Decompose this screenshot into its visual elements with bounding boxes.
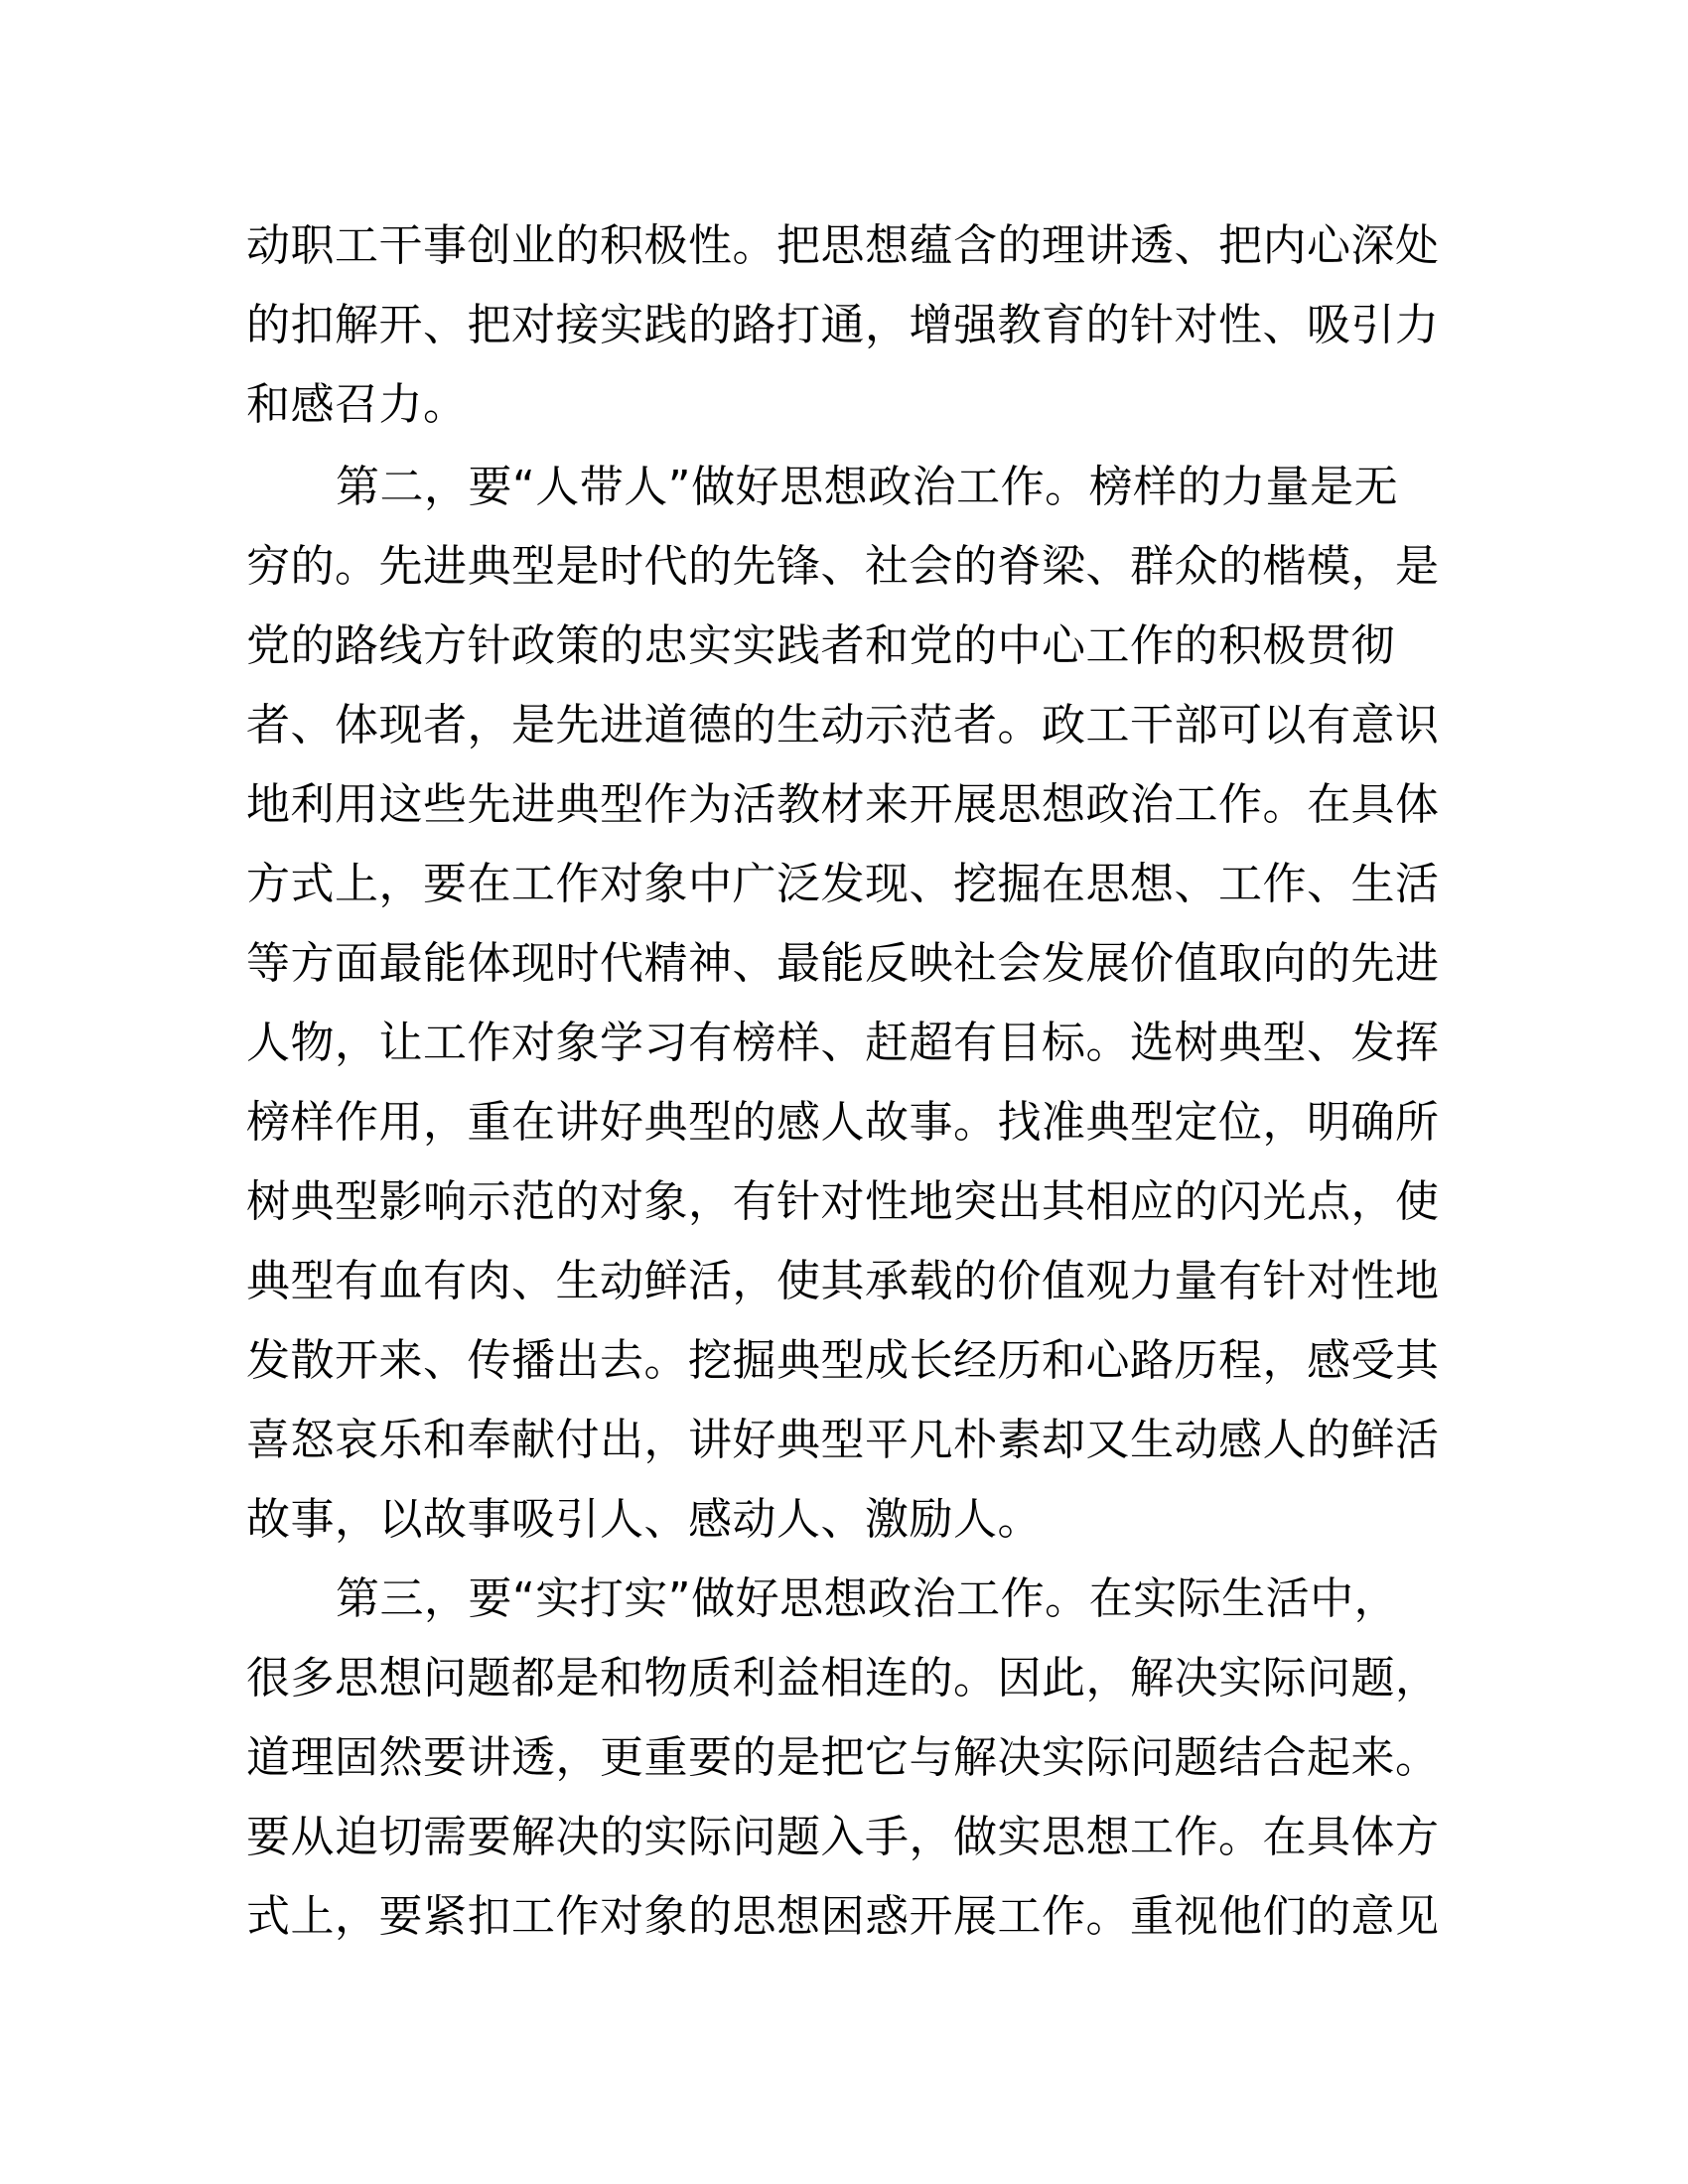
text-line: 榜样作用，重在讲好典型的感人故事。找准典型定位，明确所 [246,1097,1440,1148]
text-line: 喜怒哀乐和奉献付出，讲好典型平凡朴素却又生动感人的鲜活 [246,1415,1440,1465]
text-line: 方式上，要在工作对象中广泛发现、挖掘在思想、工作、生活 [246,859,1440,909]
text-line: 典型有血有肉、生动鲜活，使其承载的价值观力量有针对性地 [246,1256,1440,1306]
text-line: 党的路线方针政策的忠实实践者和党的中心工作的积极贯彻 [246,620,1395,671]
text-line: 人物，让工作对象学习有榜样、赶超有目标。选树典型、发挥 [246,1018,1440,1068]
text-line: 故事，以故事吸引人、感动人、激励人。 [246,1494,1042,1545]
text-line: 道理固然要讲透，更重要的是把它与解决实际问题结合起来。 [246,1732,1440,1783]
text-line: 式上，要紧扣工作对象的思想困惑开展工作。重视他们的意见 [246,1891,1440,1942]
text-line: 地利用这些先进典型作为活教材来开展思想政治工作。在具体 [246,779,1440,830]
text-line: 很多思想问题都是和物质利益相连的。因此，解决实际问题， [246,1653,1440,1704]
text-line: 第二，要“人带人”做好思想政治工作。榜样的力量是无 [336,462,1399,512]
text-line: 的扣解开、把对接实践的路打通，增强教育的针对性、吸引力 [246,300,1440,350]
text-line: 动职工干事创业的积极性。把思想蕴含的理讲透、把内心深处 [246,220,1440,271]
text-line: 第三，要“实打实”做好思想政治工作。在实际生活中， [336,1573,1399,1624]
text-line: 者、体现者，是先进道德的生动示范者。政工干部可以有意识 [246,700,1440,751]
text-line: 和感召力。 [246,379,468,430]
text-line: 要从迫切需要解决的实际问题入手，做实思想工作。在具体方 [246,1812,1440,1862]
text-line: 穷的。先进典型是时代的先锋、社会的脊梁、群众的楷模，是 [246,541,1440,592]
text-line: 等方面最能体现时代精神、最能反映社会发展价值取向的先进 [246,938,1440,989]
text-line: 树典型影响示范的对象，有针对性地突出其相应的闪光点，使 [246,1176,1440,1227]
text-line: 发散开来、传播出去。挖掘典型成长经历和心路历程，感受其 [246,1335,1440,1386]
